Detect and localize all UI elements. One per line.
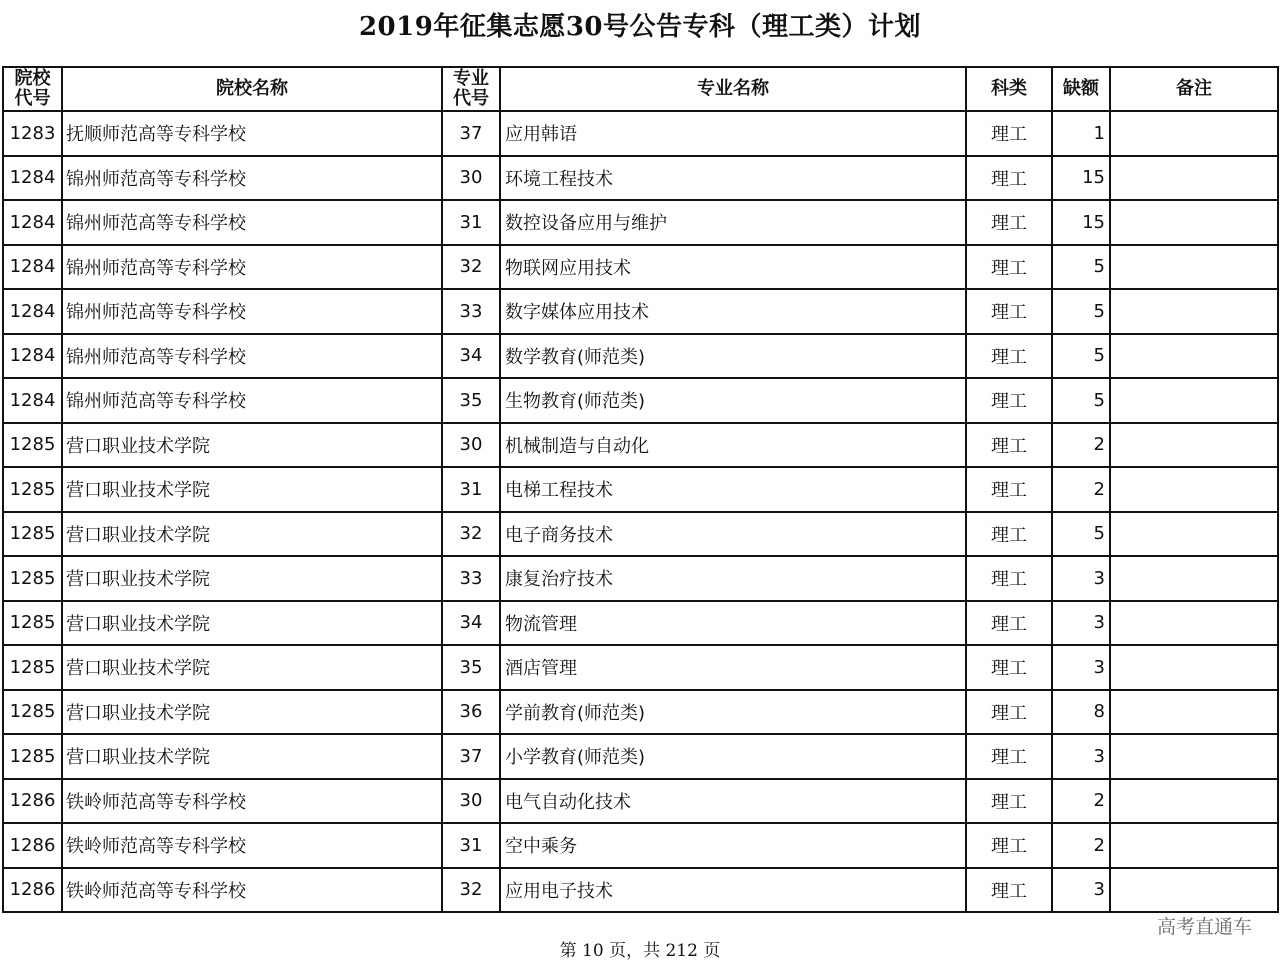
cell-school-code: 1285	[3, 645, 62, 690]
cell-major-name: 数字媒体应用技术	[500, 289, 966, 334]
cell-major-name: 康复治疗技术	[500, 556, 966, 601]
cell-major-code: 35	[442, 378, 500, 423]
cell-major-name: 学前教育(师范类)	[500, 690, 966, 735]
cell-note	[1110, 156, 1278, 201]
cell-school-code: 1285	[3, 690, 62, 735]
cell-school-name: 营口职业技术学院	[62, 556, 442, 601]
cell-quota: 1	[1052, 111, 1110, 156]
cell-school-name: 营口职业技术学院	[62, 690, 442, 735]
cell-school-code: 1285	[3, 423, 62, 468]
cell-major-code: 32	[442, 512, 500, 557]
header-major-code	[442, 67, 500, 111]
cell-note	[1110, 601, 1278, 646]
cell-school-code: 1284	[3, 289, 62, 334]
table-row	[3, 645, 1278, 690]
cell-quota: 2	[1052, 779, 1110, 824]
cell-quota: 3	[1052, 868, 1110, 913]
watermark: 高考直通车	[1156, 916, 1252, 938]
cell-category: 理工	[966, 467, 1052, 512]
table-row	[3, 378, 1278, 423]
page-title: 2019年征集志愿30号公告专科（理工类）计划	[358, 12, 922, 42]
cell-school-code: 1284	[3, 245, 62, 290]
cell-major-name: 环境工程技术	[500, 156, 966, 201]
cell-note	[1110, 245, 1278, 290]
cell-major-code: 35	[442, 645, 500, 690]
page-footer: 第 10 页，共 212 页	[559, 941, 721, 961]
cell-major-code: 30	[442, 423, 500, 468]
table-row	[3, 156, 1278, 201]
cell-school-code: 1285	[3, 512, 62, 557]
table-header-row	[3, 67, 1278, 111]
table-body	[3, 111, 1278, 912]
cell-major-name: 小学教育(师范类)	[500, 734, 966, 779]
cell-major-code: 37	[442, 111, 500, 156]
cell-note	[1110, 868, 1278, 913]
cell-school-code: 1284	[3, 334, 62, 379]
cell-category: 理工	[966, 868, 1052, 913]
cell-school-name: 锦州师范高等专科学校	[62, 289, 442, 334]
cell-note	[1110, 378, 1278, 423]
cell-school-code: 1285	[3, 556, 62, 601]
cell-quota: 3	[1052, 601, 1110, 646]
cell-note	[1110, 200, 1278, 245]
cell-quota: 2	[1052, 823, 1110, 868]
header-school-code	[3, 67, 62, 111]
cell-major-code: 33	[442, 556, 500, 601]
cell-school-name: 铁岭师范高等专科学校	[62, 868, 442, 913]
header-school-code-line1: 院校	[14, 68, 51, 89]
cell-school-code: 1285	[3, 467, 62, 512]
table-row	[3, 423, 1278, 468]
cell-school-name: 锦州师范高等专科学校	[62, 156, 442, 201]
cell-note	[1110, 734, 1278, 779]
table-row	[3, 200, 1278, 245]
cell-major-name: 电子商务技术	[500, 512, 966, 557]
table-row	[3, 467, 1278, 512]
table-row	[3, 512, 1278, 557]
cell-quota: 15	[1052, 156, 1110, 201]
cell-school-code: 1284	[3, 156, 62, 201]
table-row	[3, 556, 1278, 601]
cell-quota: 3	[1052, 645, 1110, 690]
cell-category: 理工	[966, 512, 1052, 557]
cell-category: 理工	[966, 779, 1052, 824]
cell-note	[1110, 334, 1278, 379]
table-row	[3, 601, 1278, 646]
cell-school-name: 营口职业技术学院	[62, 467, 442, 512]
cell-major-name: 机械制造与自动化	[500, 423, 966, 468]
header-major-name: 专业名称	[500, 67, 966, 111]
cell-school-code: 1286	[3, 823, 62, 868]
cell-category: 理工	[966, 200, 1052, 245]
cell-school-name: 锦州师范高等专科学校	[62, 200, 442, 245]
cell-major-name: 应用韩语	[500, 111, 966, 156]
cell-category: 理工	[966, 378, 1052, 423]
cell-school-code: 1286	[3, 779, 62, 824]
cell-major-name: 电气自动化技术	[500, 779, 966, 824]
cell-note	[1110, 779, 1278, 824]
cell-major-name: 生物教育(师范类)	[500, 378, 966, 423]
table-row	[3, 111, 1278, 156]
header-school-name: 院校名称	[62, 67, 442, 111]
admission-plan-table	[2, 66, 1279, 913]
cell-school-name: 营口职业技术学院	[62, 601, 442, 646]
cell-major-code: 37	[442, 734, 500, 779]
cell-major-code: 31	[442, 823, 500, 868]
cell-quota: 3	[1052, 556, 1110, 601]
cell-category: 理工	[966, 823, 1052, 868]
cell-school-name: 营口职业技术学院	[62, 645, 442, 690]
cell-major-code: 31	[442, 467, 500, 512]
cell-major-name: 电梯工程技术	[500, 467, 966, 512]
cell-major-name: 数控设备应用与维护	[500, 200, 966, 245]
cell-note	[1110, 690, 1278, 735]
cell-quota: 3	[1052, 734, 1110, 779]
cell-school-name: 锦州师范高等专科学校	[62, 334, 442, 379]
cell-school-code: 1286	[3, 868, 62, 913]
table-row	[3, 823, 1278, 868]
cell-quota: 5	[1052, 512, 1110, 557]
cell-quota: 15	[1052, 200, 1110, 245]
cell-category: 理工	[966, 556, 1052, 601]
cell-major-name: 应用电子技术	[500, 868, 966, 913]
cell-major-name: 物联网应用技术	[500, 245, 966, 290]
cell-school-code: 1285	[3, 601, 62, 646]
cell-school-name: 营口职业技术学院	[62, 512, 442, 557]
cell-major-code: 34	[442, 601, 500, 646]
cell-category: 理工	[966, 423, 1052, 468]
cell-category: 理工	[966, 289, 1052, 334]
cell-category: 理工	[966, 156, 1052, 201]
cell-school-name: 铁岭师范高等专科学校	[62, 823, 442, 868]
cell-note	[1110, 645, 1278, 690]
cell-category: 理工	[966, 245, 1052, 290]
cell-category: 理工	[966, 690, 1052, 735]
cell-major-code: 32	[442, 245, 500, 290]
cell-major-code: 36	[442, 690, 500, 735]
cell-school-code: 1285	[3, 734, 62, 779]
cell-quota: 8	[1052, 690, 1110, 735]
cell-category: 理工	[966, 645, 1052, 690]
table-row	[3, 334, 1278, 379]
cell-major-code: 32	[442, 868, 500, 913]
header-note: 备注	[1110, 67, 1278, 111]
table-row	[3, 734, 1278, 779]
table-row	[3, 779, 1278, 824]
cell-note	[1110, 467, 1278, 512]
cell-category: 理工	[966, 111, 1052, 156]
table-row	[3, 690, 1278, 735]
cell-note	[1110, 556, 1278, 601]
cell-note	[1110, 823, 1278, 868]
cell-school-name: 锦州师范高等专科学校	[62, 245, 442, 290]
cell-quota: 5	[1052, 334, 1110, 379]
cell-category: 理工	[966, 334, 1052, 379]
cell-school-code: 1283	[3, 111, 62, 156]
cell-quota: 5	[1052, 378, 1110, 423]
cell-school-name: 营口职业技术学院	[62, 423, 442, 468]
header-major-code-line1: 专业	[453, 68, 489, 89]
header-category: 科类	[966, 67, 1052, 111]
header-school-code-line2: 代号	[14, 88, 51, 109]
table-row	[3, 245, 1278, 290]
cell-school-name: 抚顺师范高等专科学校	[62, 111, 442, 156]
cell-major-code: 31	[442, 200, 500, 245]
table-row	[3, 289, 1278, 334]
cell-school-name: 营口职业技术学院	[62, 734, 442, 779]
cell-quota: 5	[1052, 289, 1110, 334]
table-row	[3, 868, 1278, 913]
cell-major-name: 空中乘务	[500, 823, 966, 868]
cell-major-code: 33	[442, 289, 500, 334]
cell-major-name: 数学教育(师范类)	[500, 334, 966, 379]
cell-category: 理工	[966, 734, 1052, 779]
cell-quota: 5	[1052, 245, 1110, 290]
cell-school-code: 1284	[3, 378, 62, 423]
header-quota: 缺额	[1052, 67, 1110, 111]
cell-quota: 2	[1052, 423, 1110, 468]
cell-note	[1110, 423, 1278, 468]
cell-quota: 2	[1052, 467, 1110, 512]
header-major-code-line2: 代号	[453, 88, 489, 109]
cell-note	[1110, 289, 1278, 334]
cell-major-code: 34	[442, 334, 500, 379]
cell-school-name: 铁岭师范高等专科学校	[62, 779, 442, 824]
cell-major-name: 物流管理	[500, 601, 966, 646]
cell-major-name: 酒店管理	[500, 645, 966, 690]
cell-school-name: 锦州师范高等专科学校	[62, 378, 442, 423]
cell-major-code: 30	[442, 779, 500, 824]
cell-note	[1110, 512, 1278, 557]
cell-school-code: 1284	[3, 200, 62, 245]
cell-note	[1110, 111, 1278, 156]
cell-category: 理工	[966, 601, 1052, 646]
cell-major-code: 30	[442, 156, 500, 201]
